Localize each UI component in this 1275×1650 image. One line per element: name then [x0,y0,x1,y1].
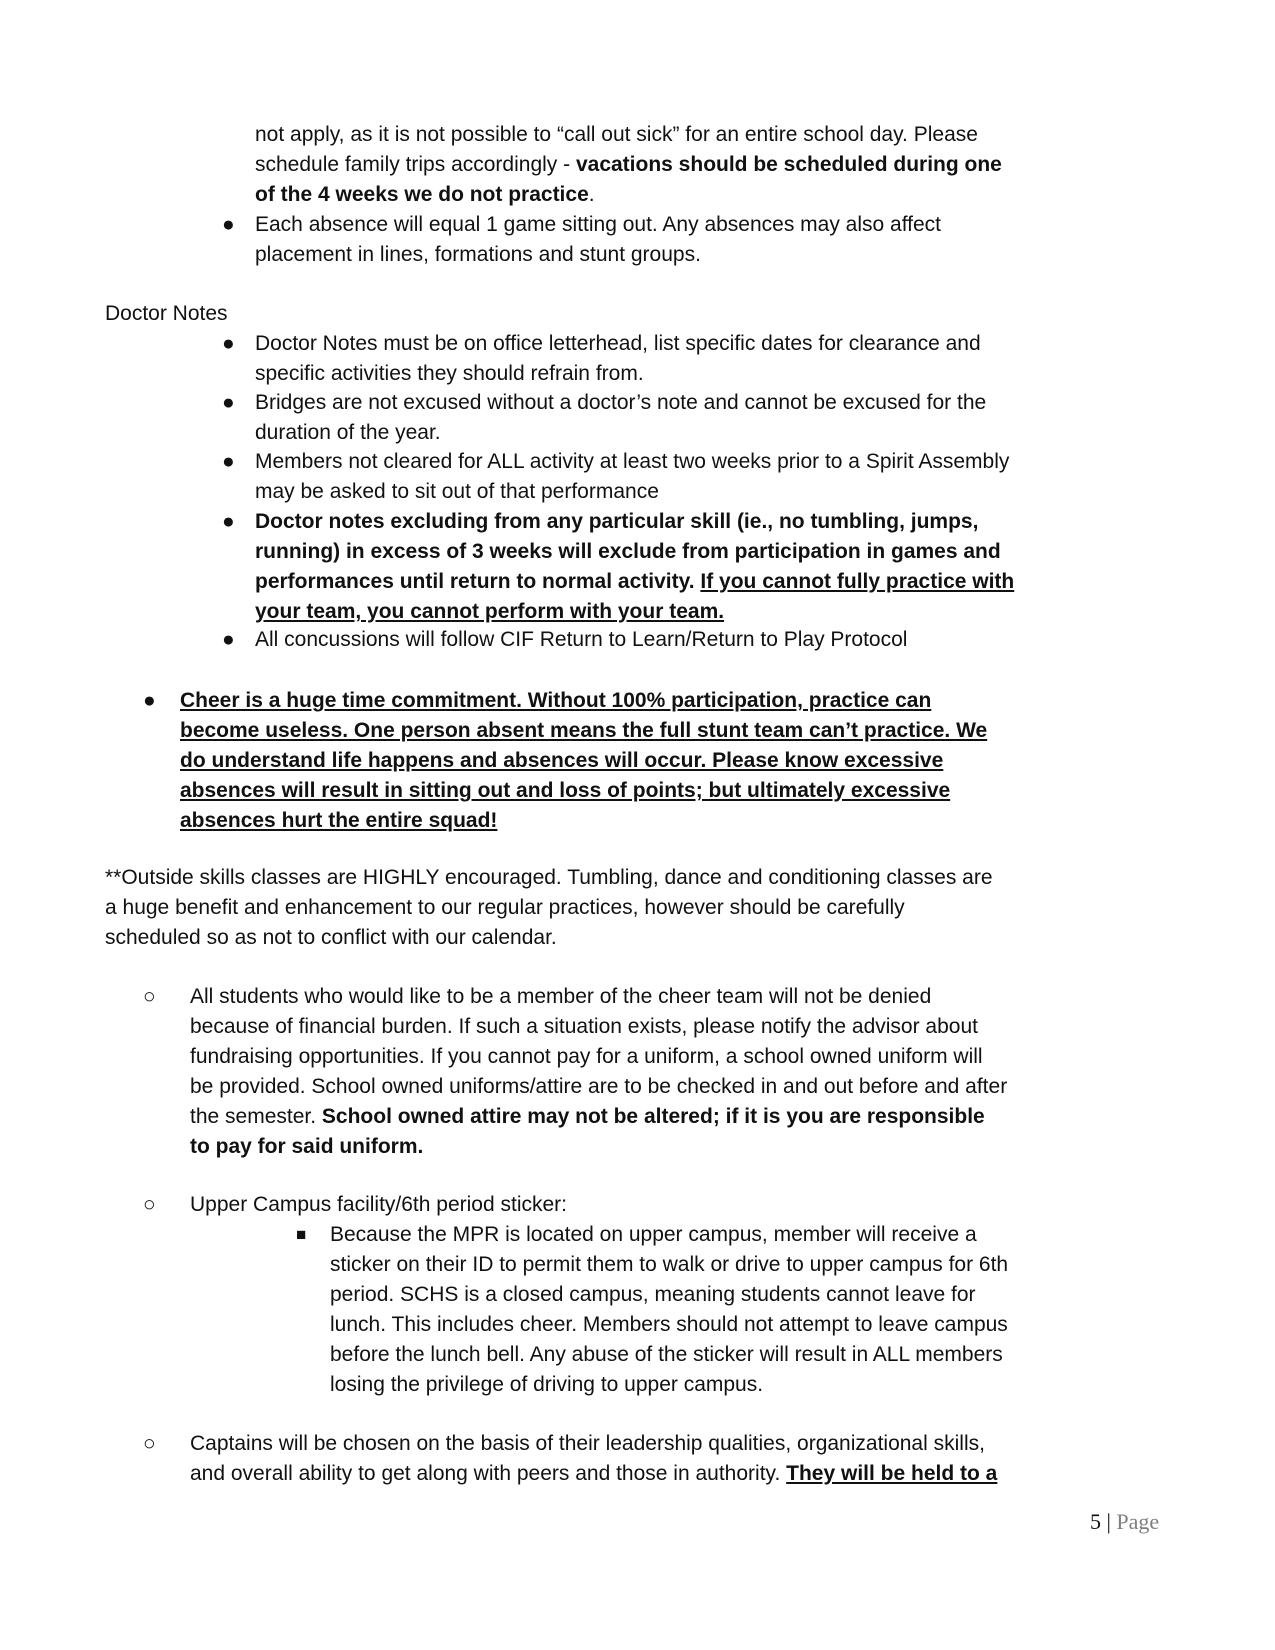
text-line: Captains will be chosen on the basis of their leadership qualities, organizational skills, [190,1432,985,1455]
list-item [255,507,1014,627]
text-line: do understand life happens and absences will occur. Please know excessive [180,749,944,772]
bullet-icon: ● [222,332,235,355]
text-line: the semester. [190,1105,322,1128]
financial-item [190,982,1007,1162]
text-line: scheduled so as not to conflict with our calendar. [105,926,557,949]
text-line: absences hurt the entire squad! [180,809,498,832]
bullet-icon: ● [143,689,156,712]
list-item: All concussions will follow CIF Return to Learn/Return to Play Protocol [255,628,908,651]
text-line: because of financial burden. If such a situation exists, please notify the advisor about [190,1015,978,1038]
text-line: Each absence will equal 1 game sitting out. Any absences may also affect [255,213,942,236]
underlined-text: They will be held to a [786,1462,998,1485]
bullet-icon: ● [222,213,235,236]
circle-bullet-icon: ○ [143,985,156,1008]
bold-text: to pay for said uniform. [190,1135,424,1158]
list-item [255,447,1009,507]
text-line: Members not cleared for ALL activity at least two weeks prior to a Spirit Assembly [255,450,1010,473]
text-line: not apply, as it is not possible to “call out sick” for an entire school day. Please [255,123,978,146]
text-line: Doctor Notes must be on office letterhead, list specific dates for clearance and [255,332,981,355]
text-line: performances until return to normal activity. [255,570,701,593]
text-line: a huge benefit and enhancement to our regular practices, however should be carefully [105,896,905,919]
text-line: schedule family trips accordingly - [255,153,576,176]
underlined-text: your team, you cannot perform with your team. [255,600,725,623]
text-line: be provided. School owned uniforms/attire are to be checked in and out before and after [190,1075,1008,1098]
text-line: Cheer is a huge time commitment. Without 100% participation, practice can [180,689,932,712]
absence-paragraph-continued [255,120,1002,210]
bullet-icon: ● [222,450,235,473]
section-heading: Doctor Notes [105,302,228,325]
text-line: Because the MPR is located on upper campus, member will receive a [330,1223,977,1246]
separator: | [1101,1509,1117,1534]
outside-classes-paragraph [105,863,993,953]
upper-campus-heading: Upper Campus facility/6th period sticker: [190,1193,567,1216]
underlined-text: If you cannot fully practice with [700,570,1015,593]
bullet-icon: ● [222,628,235,651]
text-line: become useless. One person absent means the full stunt team can’t practice. We [180,719,988,742]
square-bullet-icon: ■ [296,1225,307,1244]
text-line: placement in lines, formations and stunt groups. [255,243,701,266]
text-line: specific activities they should refrain from. [255,362,644,385]
text-line: lunch. This includes cheer. Members should not attempt to leave campus [330,1313,1008,1336]
text-line: may be asked to sit out of that performance [255,480,659,503]
bold-text: vacations should be scheduled during one [575,153,1002,176]
bullet-icon: ● [222,510,235,533]
text-line: before the lunch bell. Any abuse of the sticker will result in ALL members [330,1343,1003,1366]
circle-bullet-icon: ○ [143,1432,156,1455]
text-line: Doctor notes excluding from any particular skill (ie., no tumbling, jumps, [255,510,979,533]
circle-bullet-icon: ○ [143,1193,156,1216]
text-line: sticker on their ID to permit them to walk or drive to upper campus for 6th [330,1253,1009,1276]
page-label: Page [1116,1509,1160,1534]
text-line: and overall ability to get along with peers and those in authority. [190,1462,787,1485]
text-line: period. SCHS is a closed campus, meaning students cannot leave for [330,1283,976,1306]
text-line: duration of the year. [255,421,441,444]
text-line: Bridges are not excused without a doctor’s note and cannot be excused for the [255,391,987,414]
bold-text: School owned attire may not be altered; if it is you are responsible [321,1105,985,1128]
list-item [255,388,986,448]
text-line: losing the privilege of driving to upper campus. [330,1373,764,1396]
bold-text: of the 4 weeks we do not practice [255,183,589,206]
bullet-icon: ● [222,391,235,414]
text-line: All students who would like to be a member of the cheer team will not be denied [190,985,932,1008]
list-item [255,329,981,389]
commitment-note [180,686,987,836]
upper-campus-item [330,1220,1008,1400]
text-line: . [588,183,595,206]
list-item [255,210,941,270]
page-number: 5 [1090,1509,1101,1534]
text-line: running) in excess of 3 weeks will exclude from participation in games and [255,540,1001,563]
captains-item [190,1429,997,1489]
text-line: fundraising opportunities. If you cannot pay for a uniform, a school owned uniform will [190,1045,983,1068]
text-line: **Outside skills classes are HIGHLY encouraged. Tumbling, dance and conditioning classes are [105,866,993,889]
page-footer [1090,1507,1159,1537]
text-line: absences will result in sitting out and loss of points; but ultimately excessive [180,779,951,802]
